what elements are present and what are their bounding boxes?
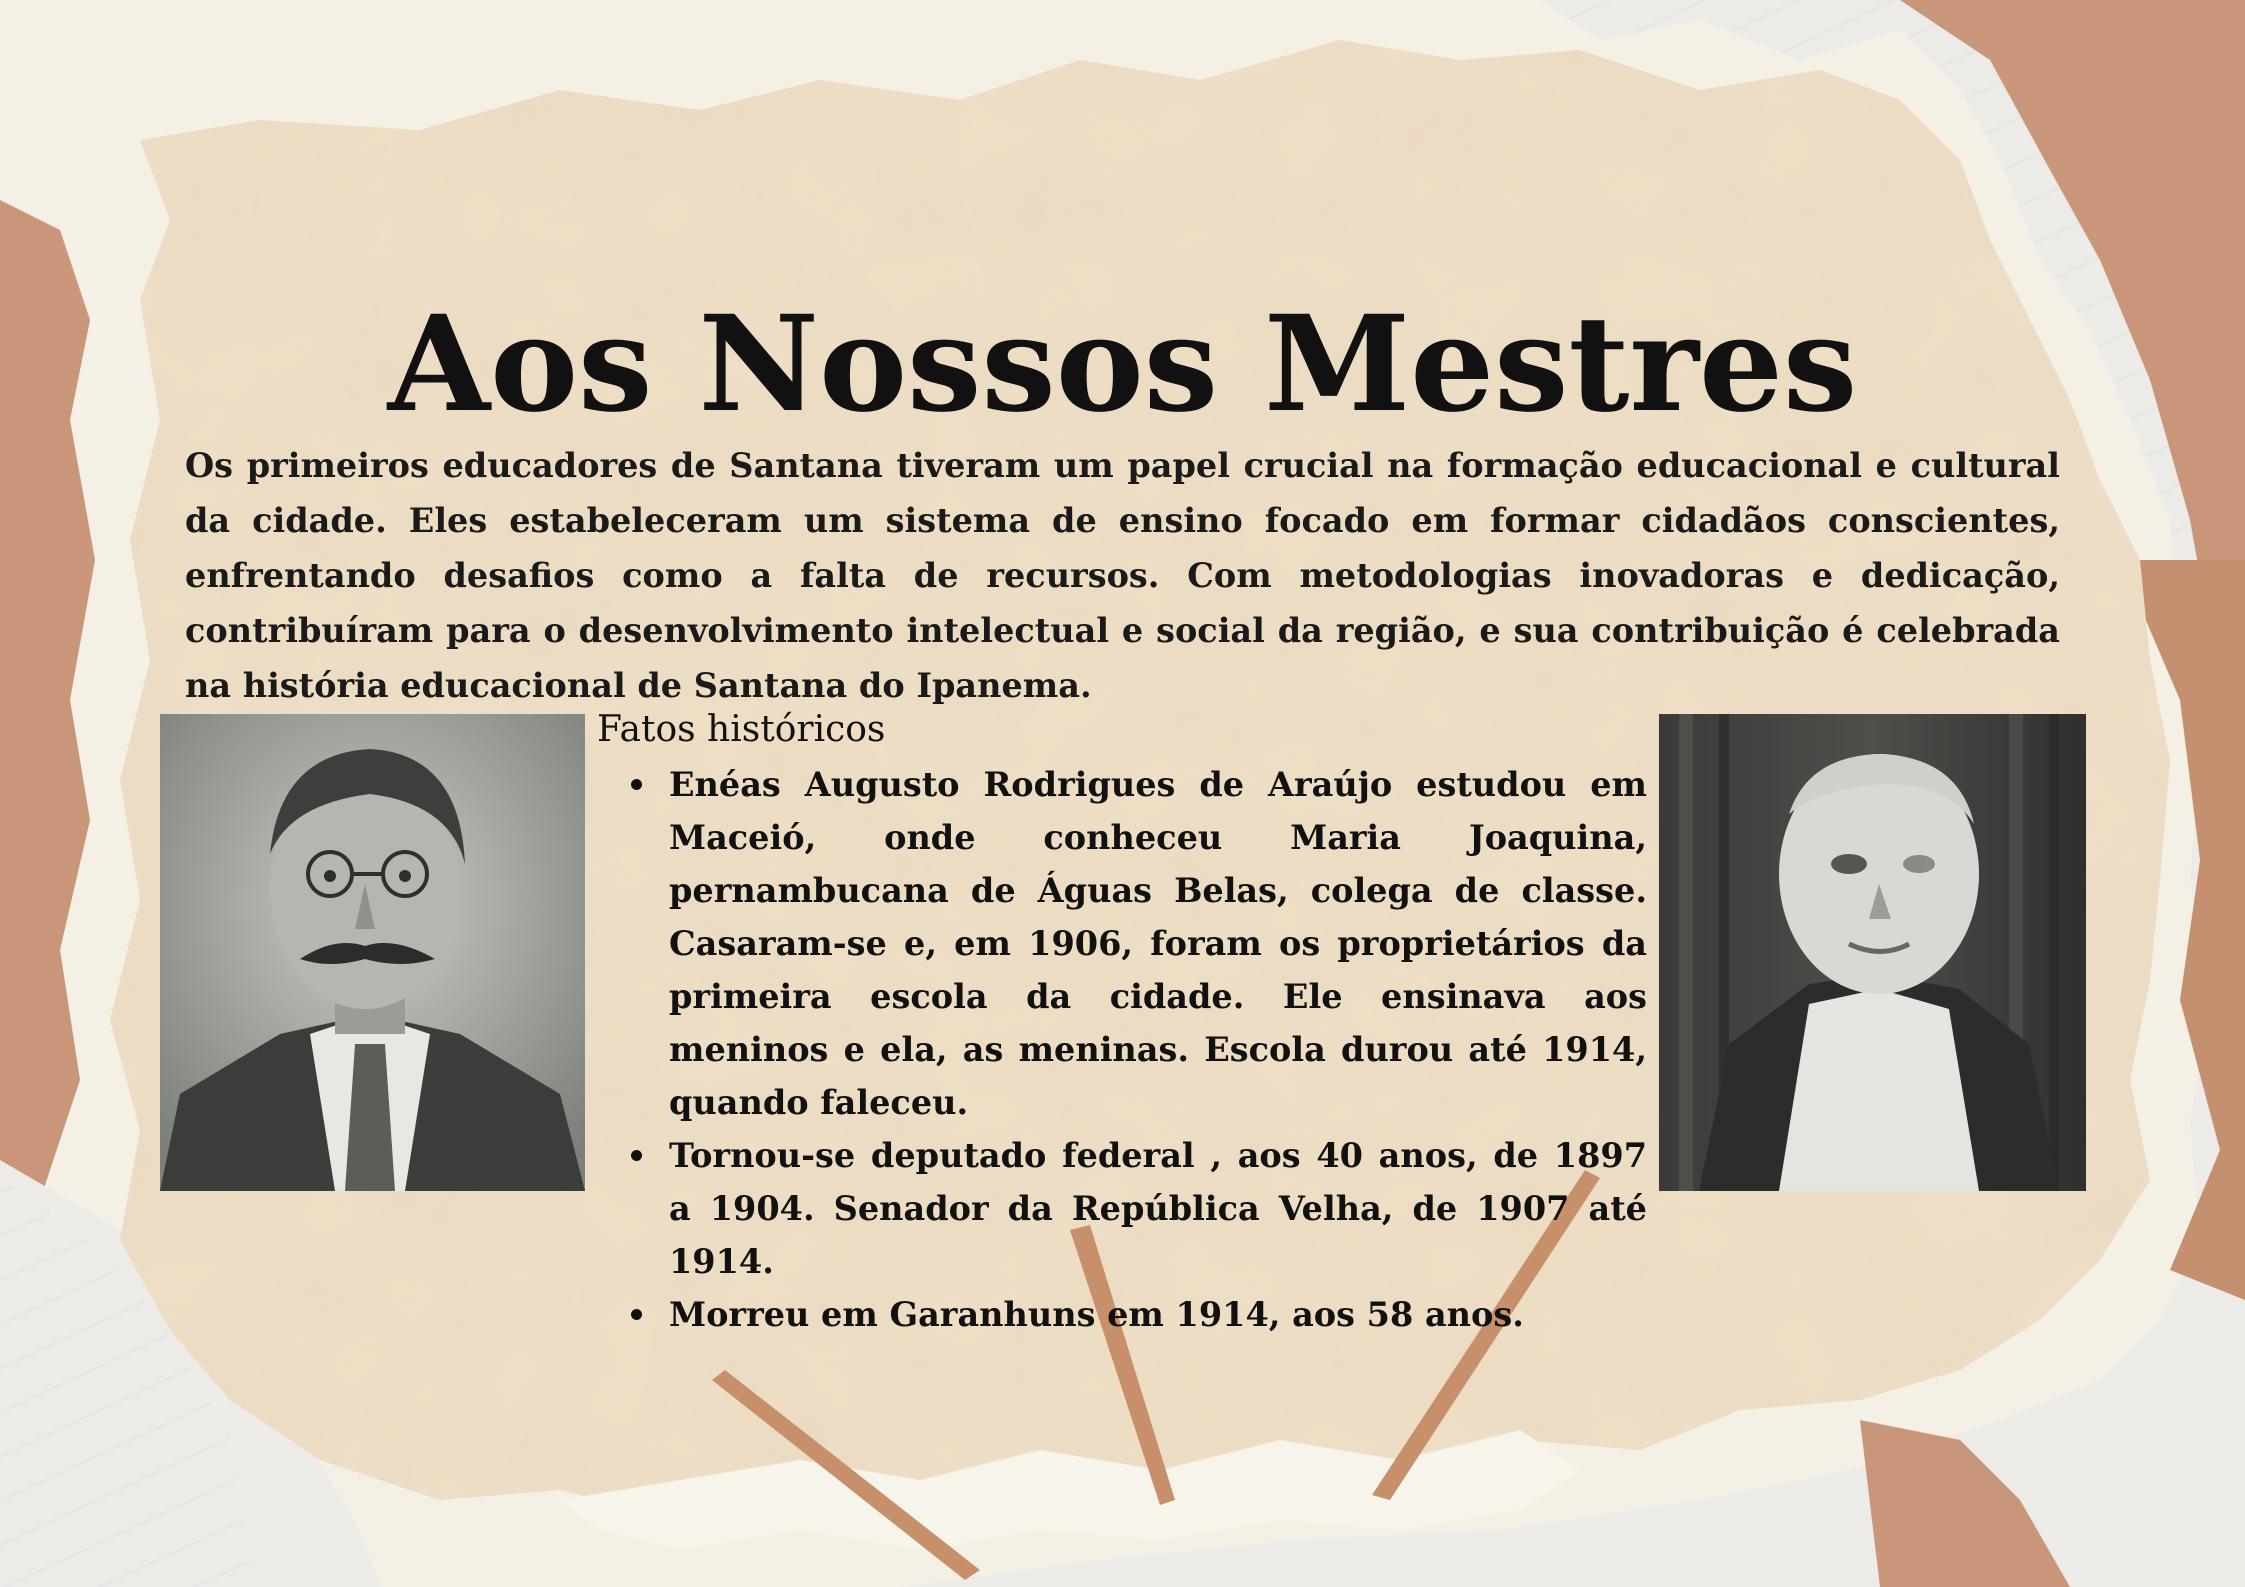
facts-list <box>597 758 1647 1341</box>
portrait-photo-woman <box>1659 714 2086 1191</box>
facts-heading: Fatos históricos <box>597 709 886 750</box>
fact-text: Tornou-se deputado federal , aos 40 anos, de 1897 a 1904. Senador da República Velha, de 1907 até 1914. <box>669 1136 1647 1281</box>
bullet-icon <box>631 1150 642 1161</box>
fact-item <box>669 758 1647 1129</box>
fact-item <box>669 1288 1647 1341</box>
bullet-icon <box>631 779 642 790</box>
bullet-icon <box>631 1309 642 1320</box>
portrait-photo-man <box>160 714 585 1191</box>
historical-facts-section <box>597 702 1647 1341</box>
fact-text: Morreu em Garanhuns em 1914, aos 58 anos. <box>669 1295 1524 1334</box>
intro-paragraph: Os primeiros educadores de Santana tiveram um papel crucial na formação educacional e cultural da cidade. Eles estabeleceram um sistema de ensino focado em formar cidadãos conscientes, enfrentando desafios como a falta de recursos. Com metodologias inovadoras e dedicação, contribuíram para o desenvolvimento intelectual e social da região, e sua contribuição é celebrada na história educacional de Santana do Ipanema. <box>185 446 2060 705</box>
fact-text: Enéas Augusto Rodrigues de Araújo estudou em Maceió, onde conheceu Maria Joaquina, pernambucana de Águas Belas, colega de classe. Casaram-se e, em 1906, foram os proprietários da primeira escola da cidade. Ele ensinava aos meninos e ela, as meninas. Escola durou até 1914, quando faleceu. <box>669 765 1647 1122</box>
fact-item <box>669 1129 1647 1288</box>
page-title: Aos Nossos Mestres <box>387 287 1858 442</box>
